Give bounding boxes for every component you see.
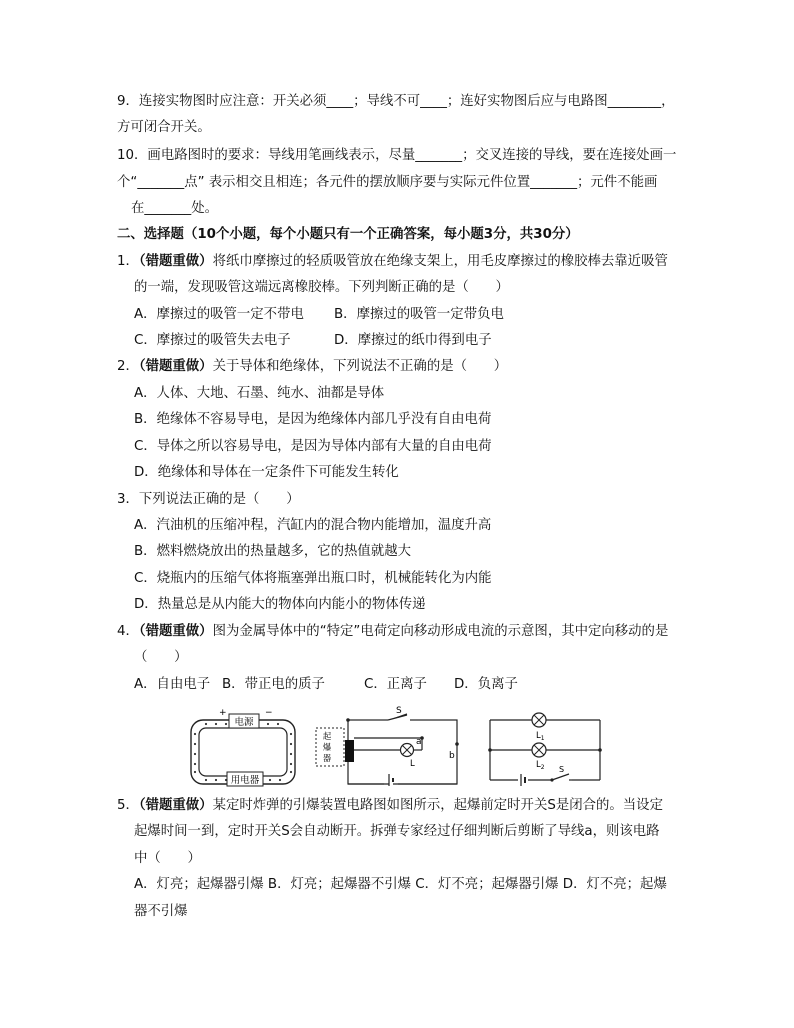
fig3-lamp1-label	[536, 731, 545, 742]
q1-option-d: D．摩擦过的纸巾得到电子	[334, 333, 492, 348]
q3-option-c: C．烧瓶内的压缩气体将瓶塞弹出瓶口时，机械能转化为内能	[134, 571, 492, 586]
q10-line2: 个“_______点” 表示相交且相连；各元件的摆放顺序要与实际元件位置_______；元件不能画	[117, 175, 658, 190]
q4-line1	[117, 623, 668, 641]
q4-option-a: A．自由电子	[134, 677, 211, 692]
fig1-minus: −	[265, 708, 273, 718]
fig3-lamp2-label	[536, 760, 545, 771]
q3-line1: 3．下列说法正确的是（ ）	[117, 492, 300, 507]
q4-option-d: D．负离子	[454, 677, 518, 692]
q2-option-c: C．导体之所以容易导电，是因为导体内部有大量的自由电荷	[134, 439, 492, 454]
q5-line1	[117, 797, 663, 815]
fig2-detonator-char-3: 器	[322, 754, 332, 764]
q5-tag: （错题重做）	[138, 798, 213, 813]
q5-line3: 中（ ）	[134, 851, 201, 866]
q3-option-b: B．燃料燃烧放出的热量越多，它的热值就越大	[134, 544, 411, 559]
q2-number: 2．	[117, 359, 139, 374]
q5-text1: 某定时炸弹的引爆装置电路图如图所示，起爆前定时开关S是闭合的。当设定	[212, 798, 663, 813]
q1-option-a: A．摩擦过的吸管一定不带电	[134, 307, 304, 322]
fig3-switch-label: S	[559, 765, 565, 774]
fig3-lamp2-letter: L	[536, 760, 541, 770]
q2-text1: 关于导体和绝缘体，下列说法不正确的是（ ）	[212, 359, 508, 374]
q10-line3: 在_______处。	[131, 201, 219, 216]
q2-option-d: D．绝缘体和导体在一定条件下可能发生转化	[134, 465, 399, 480]
fig2-detonator-char-1: 起	[322, 732, 332, 742]
q1-line1	[117, 253, 668, 271]
q5-options-line1: A．灯亮；起爆器引爆 B．灯亮；起爆器不引爆 C．灯不亮；起爆器引爆 D．灯不亮；起爆	[134, 877, 667, 892]
q5-options-line2: 器不引爆	[134, 904, 188, 919]
q2-line1	[117, 358, 507, 376]
q9-line2: 方可闭合开关。	[117, 120, 211, 135]
q2-option-b: B．绝缘体不容易导电，是因为绝缘体内部几乎没有自由电荷	[134, 412, 492, 427]
fig2-detonator-char-2: 爆	[322, 743, 332, 753]
q9-line1: 9．连接实物图时应注意：开关必须____；导线不可____；连好实物图后应与电路图________，	[117, 94, 675, 109]
figure-parallel-lamps	[484, 710, 606, 786]
q4-option-b: B．带正电的质子	[222, 677, 325, 692]
q4-number: 4．	[117, 624, 139, 639]
q2-option-a: A．人体、大地、石墨、纯水、油都是导体	[134, 386, 385, 401]
q5-number: 5．	[117, 798, 139, 813]
figure-detonator-circuit	[312, 704, 464, 790]
q3-option-d: D．热量总是从内能大的物体向内能小的物体传递	[134, 597, 426, 612]
q1-option-b: B．摩擦过的吸管一定带负电	[334, 307, 504, 322]
section2-header: 二、选择题（10个小题，每个小题只有一个正确答案，每小题3分，共30分）	[117, 227, 579, 242]
q4-text1: 图为金属导体中的“特定”电荷定向移动形成电流的示意图，其中定向移动的是	[212, 624, 669, 639]
fig3-lamp1-letter: L	[536, 731, 541, 741]
q1-option-c: C．摩擦过的吸管失去电子	[134, 333, 291, 348]
q4-line2: （ ）	[134, 650, 188, 665]
fig3-lamp1-subscript: 1	[540, 735, 545, 742]
q5-line2: 起爆时间一到，定时开关S会自动断开。拆弹专家经过仔细判断后剪断了导线a，则该电路	[134, 824, 660, 839]
fig2-wire-a: a	[416, 737, 422, 747]
q1-number: 1．	[117, 254, 139, 269]
fig1-power-label: 电源	[234, 717, 254, 728]
q2-tag: （错题重做）	[138, 359, 213, 374]
q1-text1: 将纸巾摩擦过的轻质吸管放在绝缘支架上，用毛皮摩擦过的橡胶棒去靠近吸管	[212, 254, 668, 269]
q3-option-a: A．汽油机的压缩冲程，汽缸内的混合物内能增加，温度升高	[134, 518, 492, 533]
fig2-wire-b: b	[449, 751, 455, 761]
q1-line2: 的一端，发现吸管这端远离橡胶棒。下列判断正确的是（ ）	[134, 280, 509, 295]
fig1-load-label: 用电器	[230, 775, 260, 786]
fig2-lamp-label: L	[410, 759, 415, 769]
q4-option-c: C．正离子	[364, 677, 427, 692]
fig2-switch-label: S	[396, 706, 402, 716]
q4-tag: （错题重做）	[138, 624, 213, 639]
q10-line1: 10．画电路图时的要求：导线用笔画线表示，尽量_______；交叉连接的导线，要在连接处画一	[117, 148, 677, 163]
fig3-lamp2-subscript: 2	[540, 764, 545, 771]
fig1-plus: +	[219, 708, 227, 718]
figure-conductor-loop	[186, 706, 300, 788]
q1-tag: （错题重做）	[138, 254, 213, 269]
